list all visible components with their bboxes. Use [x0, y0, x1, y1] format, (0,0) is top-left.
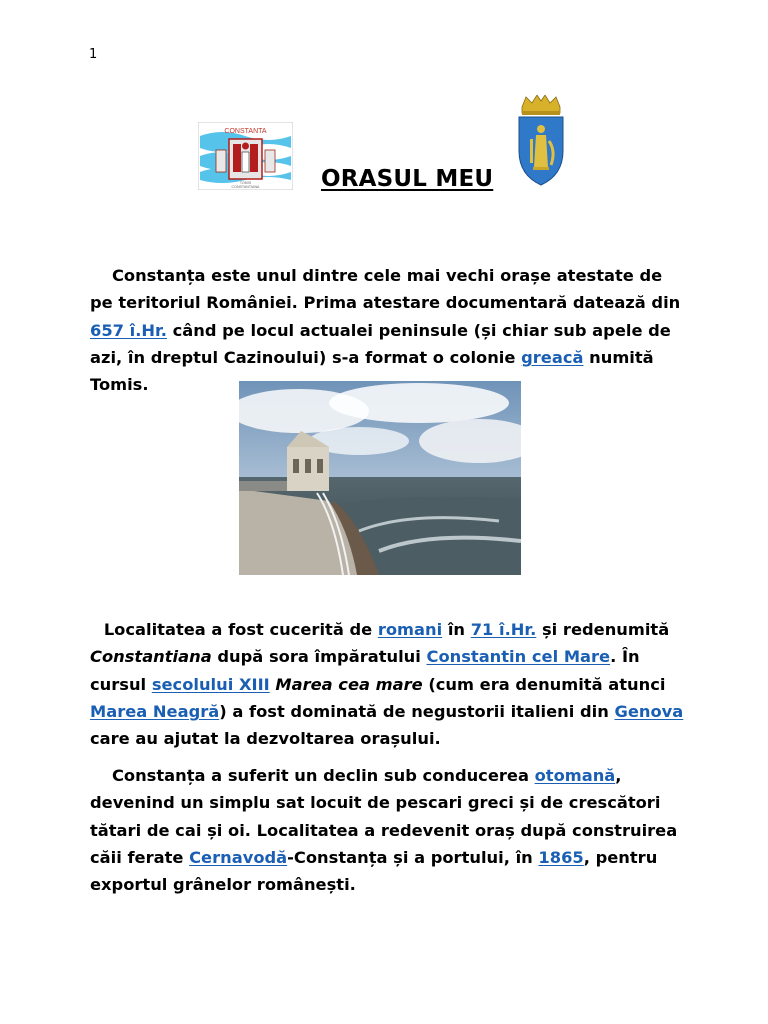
link-marea-neagra[interactable]: Marea Neagră	[90, 701, 220, 721]
text: în	[442, 620, 471, 639]
text: care au ajutat la dezvoltarea orașului.	[90, 729, 441, 749]
text: (cum era denumită atunci	[422, 674, 666, 694]
text: , devenind un simplu sat locuit de pescari greci și de crescători tătari de cai și oi. Localitatea a redevenit oraș după construirea căii ferate	[90, 766, 678, 867]
text: după sora împăratului	[211, 647, 427, 667]
link-657-bc[interactable]: 657 î.Hr.	[90, 320, 167, 340]
text: numită Tomis.	[90, 347, 654, 395]
italic-marea-cea-mare: Marea cea mare	[275, 674, 423, 694]
link-romani[interactable]: romani	[377, 620, 443, 639]
paragraph-ottoman-period	[90, 762, 690, 898]
flag-text-top: CONSTANTA	[224, 128, 267, 135]
link-1865[interactable]: 1865	[538, 847, 584, 867]
link-genova[interactable]: Genova	[614, 701, 684, 721]
paragraph-roman-period	[90, 616, 690, 752]
text: ) a fost dominată de negustorii italieni din	[219, 701, 615, 721]
link-otomana[interactable]: otomană	[534, 766, 616, 785]
constanta-coat-of-arms-logo	[516, 95, 566, 187]
italic-constantiana: Constantiana	[90, 647, 212, 667]
flag-text-small: TOMIS	[239, 181, 252, 185]
text: Constanța a suferit un declin sub conducerea	[111, 766, 535, 785]
text: când pe locul actualei peninsule (și chiar sub apele de azi, în dreptul Cazinoului) s-a format o colonie	[90, 320, 671, 367]
link-greaca[interactable]: greacă	[521, 347, 584, 367]
link-71-bc[interactable]: 71 î.Hr.	[470, 620, 537, 639]
text: -Constanța și a portului, în	[287, 847, 539, 867]
text: Localitatea a fost cucerită de	[103, 620, 378, 639]
text: . În cursul	[90, 647, 640, 694]
text: Constanța este unul dintre cele mai vechi orașe atestate de pe teritoriul României. Prima atestare documentară datează din	[90, 266, 681, 313]
link-constantin-cel-mare[interactable]: Constantin cel Mare	[426, 647, 611, 667]
flag-text-bottom: CONSTANTIANA	[231, 185, 260, 189]
text: , pentru exportul grânelor românești.	[90, 847, 658, 895]
text: și redenumită	[536, 620, 670, 639]
page-title: ORASUL MEU	[321, 166, 494, 192]
constanta-flag-logo	[198, 122, 293, 190]
link-secolului-xiii[interactable]: secolului XIII	[151, 674, 270, 694]
page-number: 1	[89, 47, 98, 62]
paragraph-intro	[90, 262, 690, 398]
link-cernavoda[interactable]: Cernavodă	[189, 847, 288, 867]
casino-seafront-photo	[239, 381, 521, 575]
